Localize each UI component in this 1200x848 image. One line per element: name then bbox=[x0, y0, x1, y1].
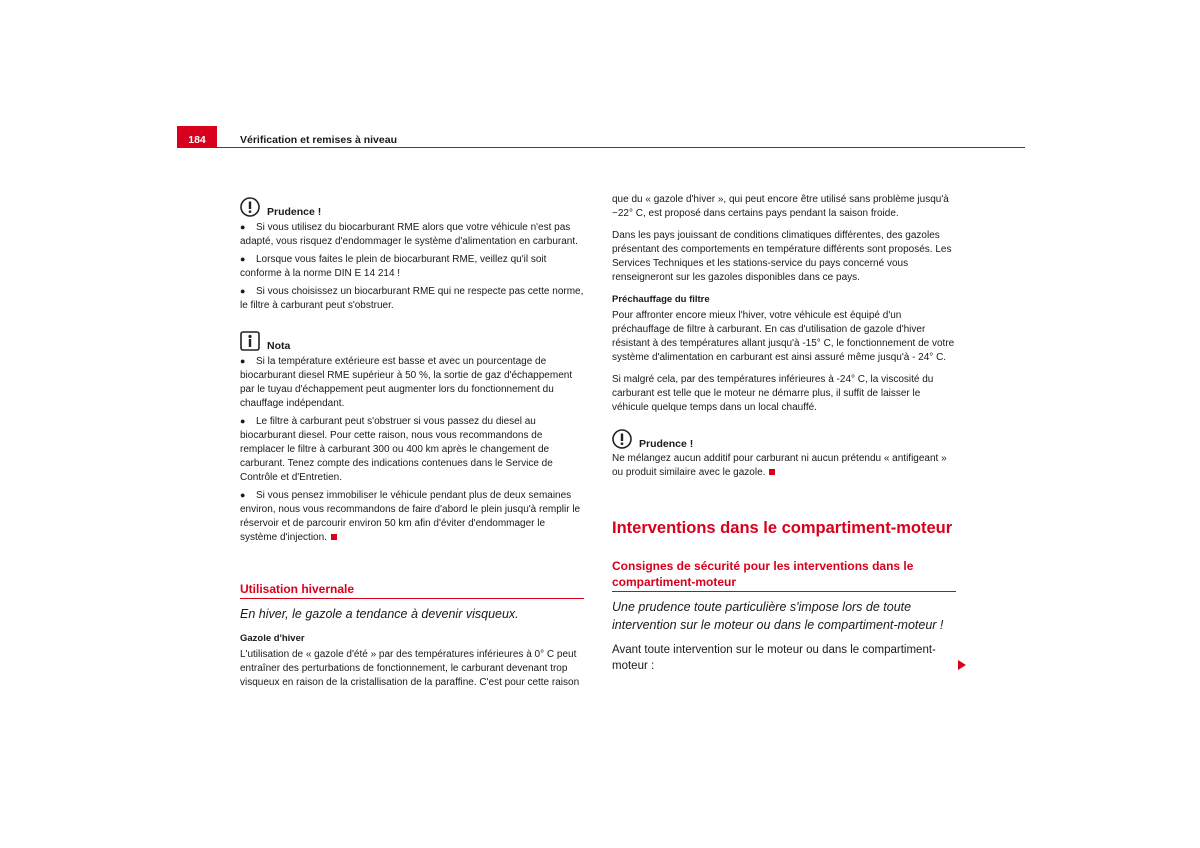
section-heading: Utilisation hivernale bbox=[240, 581, 584, 599]
list-item: ● Si vous choisissez un biocarburant RME qui ne respecte pas cette norme, le filtre à carburant peut s'obstruer. bbox=[240, 286, 584, 311]
list-item: ● Si la température extérieure est basse et avec un pourcentage de biocarburant diesel RME supérieur à 50 %, la sortie de gaz d'échappement par le tuyau d'échappement peut augmenter lors du fonctionnement du chauffage indépendant. bbox=[240, 356, 573, 409]
caution-title: Prudence ! bbox=[267, 206, 322, 218]
header-rule bbox=[217, 147, 1025, 148]
paragraph: Pour affronter encore mieux l'hiver, votre véhicule est équipé d'un préchauffage de filtre à carburant. En cas d'utilisation de gazole d'hiver résistant à des températures allant jusqu'à -15° C, le fonctionnement de votre système d'alimentation en carburant est ainsi assuré même jusqu'à - 24° C. bbox=[612, 310, 955, 363]
warning-exclamation-icon bbox=[240, 197, 260, 217]
paragraph: Avant toute intervention sur le moteur ou dans le compartiment-moteur : bbox=[612, 644, 936, 672]
caution-title: Prudence ! bbox=[639, 438, 694, 450]
list-item: ● Le filtre à carburant peut s'obstruer si vous passez du diesel au biocarburant diesel. Pour cette raison, nous vous recommandons de remplacer le filtre à carburant 300 ou 400 km après le changement de carburant. Tenez compte des indications contenues dans le Service de Contrôle et d'Entretien. bbox=[240, 416, 553, 483]
paragraph: Ne mélangez aucun additif pour carburant ni aucun prétendu « antifigeant » ou produit similaire avec le gazole. bbox=[612, 453, 947, 478]
chapter-title: Vérification et remises à niveau bbox=[240, 134, 397, 146]
paragraph: que du « gazole d'hiver », qui peut encore être utilisé sans problème jusqu'à −22° C, est proposé dans certains pays pendant la saison froide. bbox=[612, 194, 949, 219]
note-box bbox=[240, 331, 584, 545]
paragraph: Si malgré cela, par des températures inférieures à -24° C, la viscosité du carburant est telle que le moteur ne démarre plus, il suffit de laisser le véhicule quelque temps dans un local chauffé. bbox=[612, 374, 934, 413]
left-column bbox=[240, 197, 584, 698]
section-intro: Une prudence toute particulière s'impose lors de toute intervention sur le moteur ou dans le compartiment-moteur ! bbox=[612, 600, 944, 632]
page-number: 184 bbox=[177, 126, 217, 148]
winter-section bbox=[240, 581, 584, 690]
end-mark-icon bbox=[331, 534, 337, 540]
caution-box bbox=[240, 197, 584, 313]
section-intro: En hiver, le gazole a tendance à devenir visqueux. bbox=[240, 607, 519, 621]
section-title: Interventions dans le compartiment-moteur bbox=[612, 519, 953, 537]
page-header bbox=[177, 126, 1025, 148]
subheading: Gazole d'hiver bbox=[240, 633, 305, 644]
paragraph: L'utilisation de « gazole d'été » par des températures inférieures à 0° C peut entraîner des perturbations de fonctionnement, le carburant devenant trop visqueux en raison de la cristallisation de la paraffine. C'est pour cette raison bbox=[240, 649, 580, 688]
paragraph: Dans les pays jouissant de conditions climatiques différentes, des gazoles présentant des comportements en température différents sont proposés. Les Services Techniques et les stations-service du pays concerné vous renseigneront sur les gazoles disponibles dans ce pays. bbox=[612, 230, 952, 283]
warning-exclamation-icon bbox=[612, 429, 632, 449]
right-column bbox=[612, 193, 956, 674]
list-item: ● Si vous utilisez du biocarburant RME alors que votre véhicule n'est pas adapté, vous risquez d'endommager le système d'alimentation en carburant. bbox=[240, 222, 578, 247]
end-mark-icon bbox=[769, 469, 775, 475]
subsection-heading: Consignes de sécurité pour les interventions dans le compartiment-moteur bbox=[612, 558, 956, 592]
caution-box bbox=[612, 429, 956, 480]
subheading: Préchauffage du filtre bbox=[612, 294, 710, 305]
list-item: ● Lorsque vous faites le plein de biocarburant RME, veillez qu'il soit conforme à la norme DIN E 14 214 ! bbox=[240, 254, 547, 279]
note-title: Nota bbox=[267, 340, 291, 352]
next-page-arrow-icon bbox=[958, 660, 966, 670]
info-icon bbox=[240, 331, 260, 351]
list-item: ● Si vous pensez immobiliser le véhicule pendant plus de deux semaines environ, nous vous recommandons de faire d'abord le plein jusqu'à remplir le réservoir et de parcourir environ 50 km afin d'éviter d'endommager le système d'injection. bbox=[240, 490, 581, 543]
